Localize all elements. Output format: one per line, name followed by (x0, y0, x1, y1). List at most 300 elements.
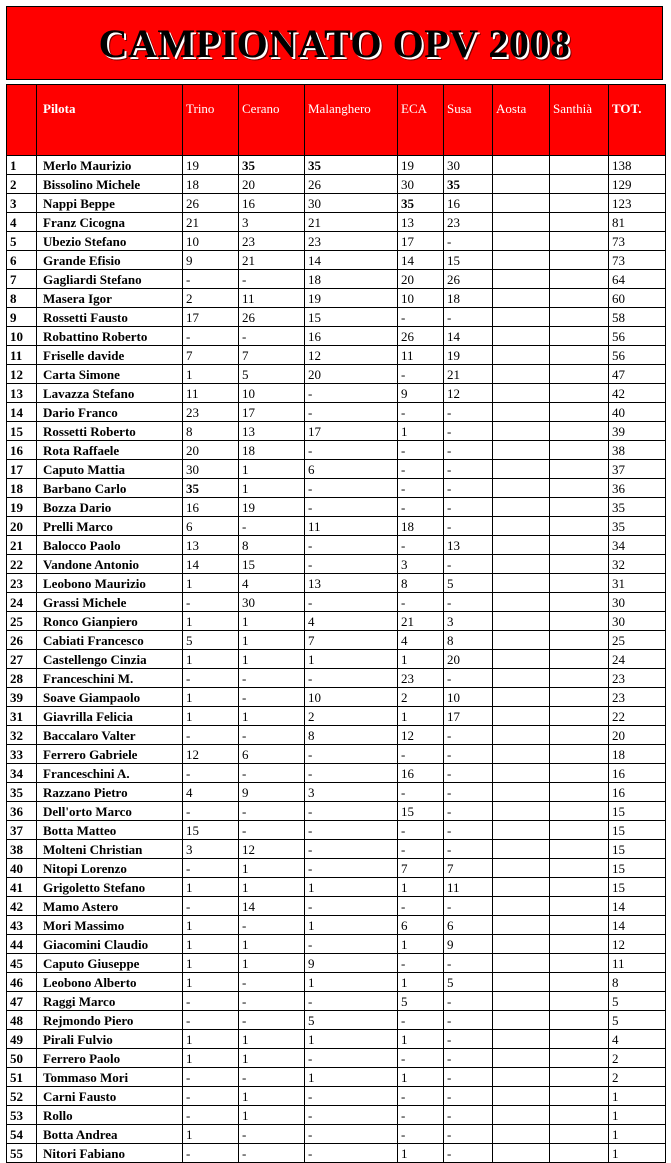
table-row (7, 403, 666, 422)
table-row (7, 878, 666, 897)
cell-malanghero: 4 (305, 612, 398, 631)
cell-pilot-name: Giavrilla Felicia (37, 707, 183, 726)
cell-susa: 5 (444, 574, 493, 593)
cell-aosta (493, 783, 550, 802)
cell-cerano: 1 (239, 878, 305, 897)
cell-susa: - (444, 764, 493, 783)
cell-santhia (550, 612, 609, 631)
cell-santhia (550, 574, 609, 593)
cell-cerano: - (239, 764, 305, 783)
cell-pilot-name: Ferrero Paolo (37, 1049, 183, 1068)
cell-aosta (493, 574, 550, 593)
cell-pilot-name: Ferrero Gabriele (37, 745, 183, 764)
table-row (7, 346, 666, 365)
table-row (7, 859, 666, 878)
cell-trino: 13 (183, 536, 239, 555)
cell-eca: 7 (398, 859, 444, 878)
cell-pilot-name: Pirali Fulvio (37, 1030, 183, 1049)
cell-trino: 1 (183, 707, 239, 726)
cell-total: 14 (609, 916, 666, 935)
cell-santhia (550, 1030, 609, 1049)
cell-malanghero: 1 (305, 973, 398, 992)
page-title: CAMPIONATO OPV 2008 (98, 20, 571, 66)
cell-malanghero: 12 (305, 346, 398, 365)
cell-susa: - (444, 897, 493, 916)
cell-eca: - (398, 1125, 444, 1144)
cell-malanghero: 20 (305, 365, 398, 384)
cell-santhia (550, 726, 609, 745)
title-banner (6, 6, 663, 80)
cell-cerano: 23 (239, 232, 305, 251)
cell-position: 33 (7, 745, 37, 764)
header-position (7, 85, 37, 156)
cell-trino: 1 (183, 574, 239, 593)
cell-total: 5 (609, 1011, 666, 1030)
cell-santhia (550, 498, 609, 517)
cell-total: 12 (609, 935, 666, 954)
cell-susa: - (444, 1106, 493, 1125)
cell-cerano: - (239, 327, 305, 346)
cell-malanghero: - (305, 536, 398, 555)
cell-position: 44 (7, 935, 37, 954)
cell-eca: - (398, 441, 444, 460)
cell-total: 40 (609, 403, 666, 422)
cell-cerano: 1 (239, 650, 305, 669)
cell-cerano: - (239, 517, 305, 536)
cell-cerano: 1 (239, 479, 305, 498)
cell-total: 18 (609, 745, 666, 764)
cell-total: 5 (609, 992, 666, 1011)
cell-trino: 14 (183, 555, 239, 574)
cell-pilot-name: Lavazza Stefano (37, 384, 183, 403)
table-row (7, 517, 666, 536)
cell-eca: 8 (398, 574, 444, 593)
cell-susa: 30 (444, 156, 493, 175)
cell-aosta (493, 821, 550, 840)
cell-cerano: - (239, 669, 305, 688)
cell-pilot-name: Baccalaro Valter (37, 726, 183, 745)
table-row (7, 384, 666, 403)
cell-position: 11 (7, 346, 37, 365)
cell-malanghero: 6 (305, 460, 398, 479)
cell-eca: - (398, 460, 444, 479)
cell-pilot-name: Barbano Carlo (37, 479, 183, 498)
table-row (7, 422, 666, 441)
cell-susa: - (444, 1030, 493, 1049)
cell-aosta (493, 802, 550, 821)
cell-trino: 5 (183, 631, 239, 650)
cell-eca: 35 (398, 194, 444, 213)
cell-santhia (550, 1087, 609, 1106)
cell-susa: - (444, 422, 493, 441)
cell-aosta (493, 612, 550, 631)
cell-trino: 9 (183, 251, 239, 270)
header-row (7, 85, 666, 156)
cell-pilot-name: Dell'orto Marco (37, 802, 183, 821)
cell-trino: 1 (183, 650, 239, 669)
table-row (7, 954, 666, 973)
cell-aosta (493, 1011, 550, 1030)
cell-santhia (550, 650, 609, 669)
cell-malanghero: 19 (305, 289, 398, 308)
cell-trino: 21 (183, 213, 239, 232)
table-row (7, 555, 666, 574)
cell-santhia (550, 194, 609, 213)
cell-malanghero: 23 (305, 232, 398, 251)
cell-malanghero: - (305, 859, 398, 878)
cell-position: 20 (7, 517, 37, 536)
cell-cerano: 4 (239, 574, 305, 593)
cell-susa: 10 (444, 688, 493, 707)
cell-susa: - (444, 460, 493, 479)
cell-susa: 17 (444, 707, 493, 726)
table-row (7, 707, 666, 726)
cell-position: 38 (7, 840, 37, 859)
cell-eca: 1 (398, 1030, 444, 1049)
cell-total: 30 (609, 612, 666, 631)
cell-santhia (550, 536, 609, 555)
cell-eca: 5 (398, 992, 444, 1011)
table-row (7, 213, 666, 232)
cell-aosta (493, 935, 550, 954)
cell-trino: 35 (183, 479, 239, 498)
cell-aosta (493, 232, 550, 251)
cell-cerano: - (239, 916, 305, 935)
cell-total: 38 (609, 441, 666, 460)
cell-trino: 19 (183, 156, 239, 175)
cell-position: 4 (7, 213, 37, 232)
cell-santhia (550, 232, 609, 251)
cell-pilot-name: Castellengo Cinzia (37, 650, 183, 669)
cell-malanghero: - (305, 403, 398, 422)
cell-pilot-name: Botta Andrea (37, 1125, 183, 1144)
table-row (7, 1068, 666, 1087)
cell-pilot-name: Grassi Michele (37, 593, 183, 612)
cell-total: 1 (609, 1125, 666, 1144)
cell-eca: 1 (398, 1068, 444, 1087)
cell-trino: 23 (183, 403, 239, 422)
cell-trino: 12 (183, 745, 239, 764)
cell-cerano: 18 (239, 441, 305, 460)
cell-pilot-name: Leobono Maurizio (37, 574, 183, 593)
cell-position: 15 (7, 422, 37, 441)
table-row (7, 1030, 666, 1049)
cell-aosta (493, 745, 550, 764)
cell-eca: 1 (398, 935, 444, 954)
cell-pilot-name: Mamo Astero (37, 897, 183, 916)
cell-total: 2 (609, 1068, 666, 1087)
table-row (7, 973, 666, 992)
cell-aosta (493, 403, 550, 422)
cell-malanghero: - (305, 1049, 398, 1068)
table-row (7, 612, 666, 631)
cell-santhia (550, 403, 609, 422)
cell-santhia (550, 251, 609, 270)
table-row (7, 232, 666, 251)
cell-susa: 5 (444, 973, 493, 992)
cell-cerano: 1 (239, 1087, 305, 1106)
cell-malanghero: - (305, 1087, 398, 1106)
cell-santhia (550, 669, 609, 688)
cell-santhia (550, 745, 609, 764)
cell-total: 36 (609, 479, 666, 498)
cell-malanghero: 2 (305, 707, 398, 726)
cell-eca: 18 (398, 517, 444, 536)
cell-trino: - (183, 726, 239, 745)
cell-trino: 11 (183, 384, 239, 403)
cell-position: 14 (7, 403, 37, 422)
cell-malanghero: - (305, 764, 398, 783)
cell-position: 2 (7, 175, 37, 194)
cell-eca: - (398, 308, 444, 327)
table-row (7, 726, 666, 745)
header-santhia: Santhià (550, 85, 609, 156)
cell-pilot-name: Vandone Antonio (37, 555, 183, 574)
cell-susa: - (444, 308, 493, 327)
cell-eca: - (398, 840, 444, 859)
cell-eca: 10 (398, 289, 444, 308)
cell-susa: 9 (444, 935, 493, 954)
table-row (7, 992, 666, 1011)
cell-total: 138 (609, 156, 666, 175)
header-aosta: Aosta (493, 85, 550, 156)
cell-eca: 26 (398, 327, 444, 346)
cell-trino: 18 (183, 175, 239, 194)
table-row (7, 365, 666, 384)
cell-trino: 1 (183, 954, 239, 973)
cell-malanghero: 35 (305, 156, 398, 175)
cell-malanghero: - (305, 555, 398, 574)
cell-eca: - (398, 1049, 444, 1068)
cell-position: 13 (7, 384, 37, 403)
cell-santhia (550, 783, 609, 802)
cell-position: 6 (7, 251, 37, 270)
cell-eca: 3 (398, 555, 444, 574)
cell-malanghero: 8 (305, 726, 398, 745)
cell-position: 35 (7, 783, 37, 802)
cell-aosta (493, 422, 550, 441)
cell-total: 23 (609, 669, 666, 688)
cell-trino: 10 (183, 232, 239, 251)
table-row (7, 194, 666, 213)
cell-cerano: 1 (239, 1049, 305, 1068)
table-row (7, 1106, 666, 1125)
cell-susa: 18 (444, 289, 493, 308)
cell-cerano: 1 (239, 954, 305, 973)
cell-aosta (493, 973, 550, 992)
cell-total: 2 (609, 1049, 666, 1068)
header-pilota: Pilota (37, 85, 183, 156)
cell-malanghero: - (305, 498, 398, 517)
cell-trino: - (183, 1106, 239, 1125)
cell-pilot-name: Carni Fausto (37, 1087, 183, 1106)
table-row (7, 251, 666, 270)
cell-susa: - (444, 1068, 493, 1087)
cell-cerano: - (239, 1144, 305, 1163)
cell-pilot-name: Caputo Giuseppe (37, 954, 183, 973)
cell-eca: - (398, 536, 444, 555)
table-row (7, 935, 666, 954)
cell-cerano: 1 (239, 935, 305, 954)
cell-aosta (493, 1068, 550, 1087)
cell-trino: 3 (183, 840, 239, 859)
cell-trino: 7 (183, 346, 239, 365)
cell-pilot-name: Giacomini Claudio (37, 935, 183, 954)
cell-santhia (550, 422, 609, 441)
cell-susa: 14 (444, 327, 493, 346)
cell-susa: - (444, 992, 493, 1011)
cell-pilot-name: Grigoletto Stefano (37, 878, 183, 897)
cell-position: 16 (7, 441, 37, 460)
cell-cerano: 8 (239, 536, 305, 555)
cell-susa: 3 (444, 612, 493, 631)
cell-aosta (493, 859, 550, 878)
cell-total: 24 (609, 650, 666, 669)
cell-susa: 7 (444, 859, 493, 878)
cell-eca: 20 (398, 270, 444, 289)
cell-aosta (493, 1049, 550, 1068)
cell-aosta (493, 517, 550, 536)
cell-total: 32 (609, 555, 666, 574)
cell-aosta (493, 308, 550, 327)
cell-susa: - (444, 745, 493, 764)
table-row (7, 916, 666, 935)
cell-total: 15 (609, 821, 666, 840)
header-susa: Susa (444, 85, 493, 156)
cell-trino: - (183, 764, 239, 783)
cell-position: 5 (7, 232, 37, 251)
cell-pilot-name: Raggi Marco (37, 992, 183, 1011)
cell-susa: - (444, 593, 493, 612)
cell-pilot-name: Molteni Christian (37, 840, 183, 859)
cell-total: 42 (609, 384, 666, 403)
table-row (7, 460, 666, 479)
cell-pilot-name: Gagliardi Stefano (37, 270, 183, 289)
cell-eca: 21 (398, 612, 444, 631)
table-row (7, 441, 666, 460)
cell-position: 40 (7, 859, 37, 878)
cell-eca: - (398, 593, 444, 612)
cell-eca: 12 (398, 726, 444, 745)
cell-santhia (550, 973, 609, 992)
cell-malanghero: 17 (305, 422, 398, 441)
cell-susa: 15 (444, 251, 493, 270)
cell-aosta (493, 194, 550, 213)
table-row (7, 1049, 666, 1068)
cell-position: 1 (7, 156, 37, 175)
cell-pilot-name: Ubezio Stefano (37, 232, 183, 251)
cell-malanghero: - (305, 821, 398, 840)
cell-trino: 1 (183, 1049, 239, 1068)
cell-susa: - (444, 441, 493, 460)
cell-pilot-name: Dario Franco (37, 403, 183, 422)
cell-trino: 4 (183, 783, 239, 802)
cell-pilot-name: Nappi Beppe (37, 194, 183, 213)
cell-cerano: 15 (239, 555, 305, 574)
cell-santhia (550, 897, 609, 916)
cell-trino: 6 (183, 517, 239, 536)
cell-santhia (550, 916, 609, 935)
cell-susa: - (444, 783, 493, 802)
standings-table (6, 84, 666, 1163)
cell-malanghero: 15 (305, 308, 398, 327)
cell-malanghero: 14 (305, 251, 398, 270)
cell-susa: - (444, 821, 493, 840)
cell-total: 56 (609, 346, 666, 365)
cell-eca: 1 (398, 650, 444, 669)
cell-trino: - (183, 1068, 239, 1087)
cell-pilot-name: Carta Simone (37, 365, 183, 384)
cell-aosta (493, 1106, 550, 1125)
cell-santhia (550, 859, 609, 878)
cell-total: 1 (609, 1106, 666, 1125)
cell-malanghero: 1 (305, 1068, 398, 1087)
cell-total: 16 (609, 764, 666, 783)
cell-santhia (550, 213, 609, 232)
cell-pilot-name: Bissolino Michele (37, 175, 183, 194)
cell-position: 54 (7, 1125, 37, 1144)
cell-aosta (493, 897, 550, 916)
cell-malanghero: 13 (305, 574, 398, 593)
cell-total: 37 (609, 460, 666, 479)
cell-susa: 26 (444, 270, 493, 289)
cell-trino: - (183, 593, 239, 612)
cell-susa: 16 (444, 194, 493, 213)
cell-trino: 20 (183, 441, 239, 460)
cell-position: 27 (7, 650, 37, 669)
cell-susa: - (444, 1087, 493, 1106)
cell-pilot-name: Rossetti Roberto (37, 422, 183, 441)
cell-susa: 23 (444, 213, 493, 232)
cell-position: 52 (7, 1087, 37, 1106)
cell-position: 51 (7, 1068, 37, 1087)
cell-cerano: 13 (239, 422, 305, 441)
cell-malanghero: 11 (305, 517, 398, 536)
cell-eca: - (398, 821, 444, 840)
cell-pilot-name: Merlo Maurizio (37, 156, 183, 175)
cell-susa: - (444, 802, 493, 821)
cell-aosta (493, 384, 550, 403)
cell-aosta (493, 555, 550, 574)
cell-santhia (550, 821, 609, 840)
table-row (7, 1125, 666, 1144)
cell-total: 35 (609, 517, 666, 536)
table-row (7, 270, 666, 289)
cell-trino: - (183, 1144, 239, 1163)
cell-pilot-name: Franz Cicogna (37, 213, 183, 232)
cell-position: 50 (7, 1049, 37, 1068)
cell-eca: - (398, 365, 444, 384)
cell-total: 1 (609, 1087, 666, 1106)
cell-eca: 6 (398, 916, 444, 935)
cell-cerano: 9 (239, 783, 305, 802)
cell-malanghero: 1 (305, 650, 398, 669)
cell-eca: - (398, 1087, 444, 1106)
cell-aosta (493, 707, 550, 726)
cell-position: 25 (7, 612, 37, 631)
table-row (7, 688, 666, 707)
cell-position: 45 (7, 954, 37, 973)
cell-susa: 19 (444, 346, 493, 365)
cell-pilot-name: Rejmondo Piero (37, 1011, 183, 1030)
cell-aosta (493, 346, 550, 365)
cell-total: 64 (609, 270, 666, 289)
cell-total: 60 (609, 289, 666, 308)
cell-santhia (550, 954, 609, 973)
cell-cerano: 6 (239, 745, 305, 764)
cell-total: 35 (609, 498, 666, 517)
cell-position: 18 (7, 479, 37, 498)
